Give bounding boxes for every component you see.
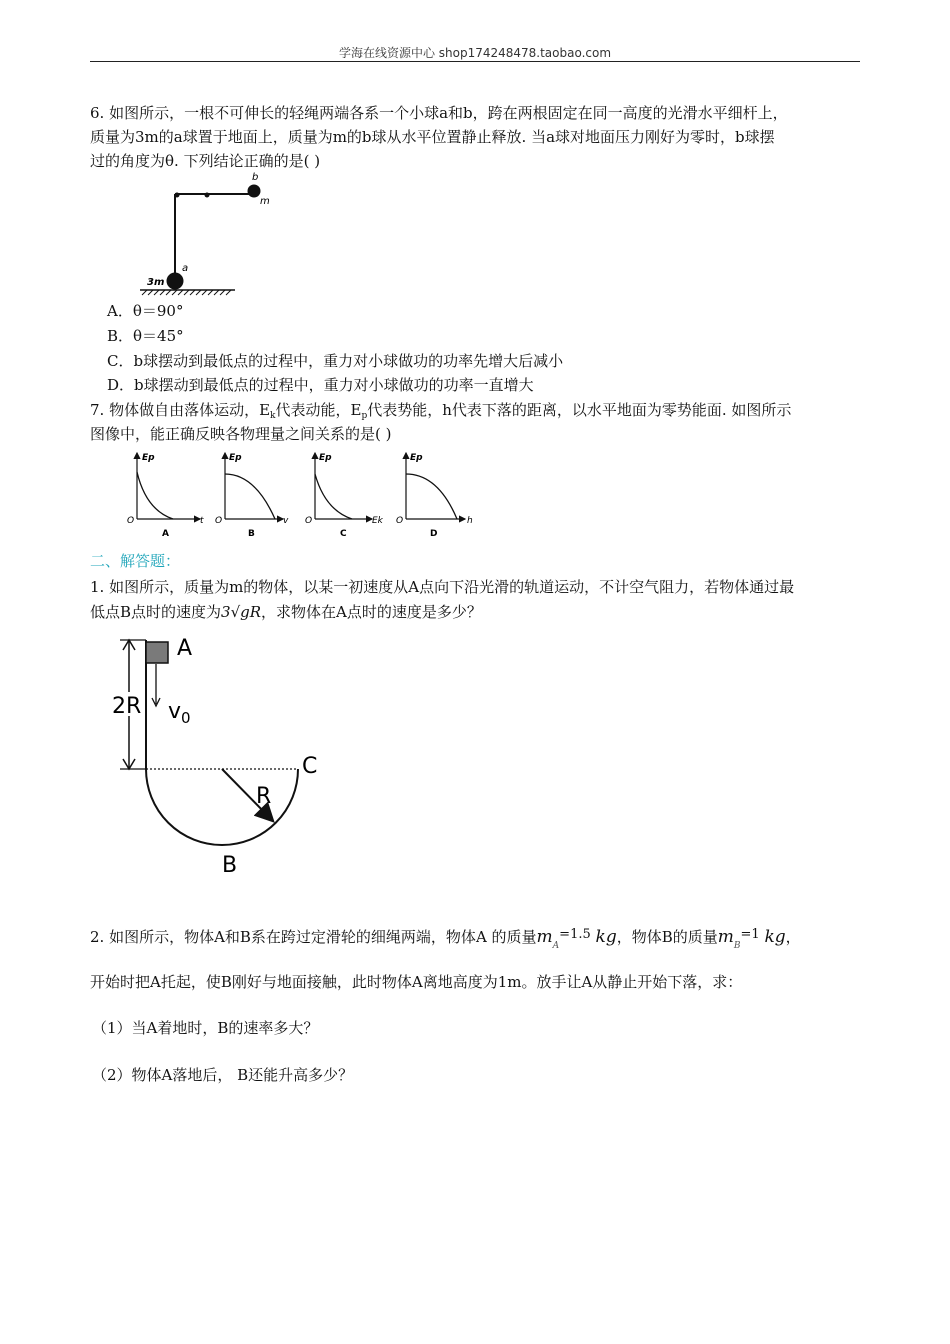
- p1-velocity-expr: 3√gR: [221, 603, 262, 621]
- graph-a: [127, 453, 204, 539]
- p1-line-1: 1. 如图所示，质量为m的物体，以某一初速度从A点向下沿光滑的轨道运动，不计空气阻力，若物体通过最: [90, 578, 795, 596]
- q6-pendulum-figure: [130, 168, 280, 300]
- graph-b-ylabel: Ep: [229, 453, 242, 463]
- label-m: m: [260, 196, 270, 207]
- graph-d-xlabel: h: [467, 516, 473, 526]
- label-3m: 3m: [147, 277, 165, 288]
- rod-left-icon: [175, 193, 180, 198]
- q6-option-a: A．θ＝90°: [107, 302, 184, 320]
- graph-d-ylabel: Ep: [410, 453, 423, 463]
- section-title: 二、解答题：: [90, 552, 181, 570]
- graph-a-origin: O: [127, 516, 135, 526]
- graph-b-caption: B: [248, 529, 255, 539]
- p2-line-2: 开始时把A托起，使B刚好与地面接触，此时物体A离地高度为1m。放手让A从静止开始下落，求：: [90, 973, 743, 991]
- graph-d: [396, 453, 473, 539]
- graph-a-xlabel: t: [200, 516, 204, 526]
- label-v0: $v_0$: [168, 699, 191, 727]
- graph-a-curve: [137, 472, 173, 519]
- graph-d-caption: D: [430, 529, 438, 539]
- p2-sub-1: （1）当A着地时，B的速率多大？: [92, 1019, 319, 1037]
- graph-c-origin: O: [305, 516, 313, 526]
- label-r: R: [256, 784, 272, 809]
- q7-graphs-figure: [120, 447, 490, 543]
- graph-c-caption: C: [340, 529, 347, 539]
- graph-d-origin: O: [396, 516, 404, 526]
- graph-b-curve: [225, 474, 275, 519]
- label-b-point: B: [222, 853, 238, 878]
- block-a-icon: [146, 642, 168, 663]
- q6-option-d: D．b球摆动到最低点的过程中，重力对小球做功的功率一直增大: [107, 376, 534, 394]
- q6-line-3: 过的角度为θ. 下列结论正确的是( ): [90, 152, 321, 170]
- graph-c-curve: [315, 474, 352, 519]
- label-a-point: A: [177, 636, 193, 661]
- rod-right-icon: [205, 193, 210, 198]
- graph-a-ylabel: Ep: [142, 453, 155, 463]
- page-header: 学海在线资源中心 shop174248478.taobao.com: [338, 46, 612, 60]
- graph-b-origin: O: [215, 516, 223, 526]
- graph-a-caption: A: [162, 529, 169, 539]
- mb-symbol: m: [717, 927, 734, 947]
- q6-line-2: 质量为3m的a球置于地面上，质量为m的b球从水平位置静止释放. 当a球对地面压力刚好为零时，b球摆: [90, 128, 775, 146]
- graph-c-ylabel: Ep: [319, 453, 332, 463]
- label-2r: 2R: [112, 694, 142, 719]
- ball-b-icon: [248, 185, 261, 198]
- graph-c-xlabel: Ek: [372, 516, 383, 526]
- graph-c: [305, 453, 384, 539]
- graph-b-xlabel: v: [283, 516, 289, 526]
- graph-d-curve: [406, 474, 457, 519]
- ball-a-icon: [167, 273, 184, 290]
- label-a: a: [182, 263, 189, 274]
- label-c: C: [302, 754, 318, 779]
- ma-symbol: m: [536, 927, 553, 947]
- p1-track-figure: [100, 630, 340, 880]
- q7-line-1: 7. 物体做自由落体运动，$E_k$代表动能，$E_p$代表势能，h代表下落的距离，以水平地面为零势能面. 如图所示: [90, 401, 792, 421]
- label-b: b: [252, 172, 259, 183]
- p2-line-1: 2. 如图所示，物体A和B系在跨过定滑轮的细绳两端，物体A 的质量$m_A=1.5$ kg，物体B的质量$m_B=1$ kg，: [90, 927, 801, 951]
- p2-sub-2: （2）物体A落地后， B还能升高多少？: [92, 1066, 354, 1084]
- p1-line-2: 低点B点时的速度为3√gR，求物体在A点时的速度是多少？: [90, 603, 482, 621]
- q6-option-c: C．b球摆动到最低点的过程中，重力对小球做功的功率先增大后减小: [107, 352, 564, 370]
- q6-option-b: B．θ＝45°: [107, 327, 184, 345]
- header-rule: [90, 61, 860, 62]
- graph-b: [215, 453, 289, 539]
- q7-line-2: 图像中，能正确反映各物理量之间关系的是( ): [90, 425, 392, 443]
- track-semicircle: [146, 769, 298, 845]
- q6-line-1: 6. 如图所示，一根不可伸长的轻绳两端各系一个小球a和b，跨在两根固定在同一高度的光滑水平细杆上，: [90, 104, 788, 122]
